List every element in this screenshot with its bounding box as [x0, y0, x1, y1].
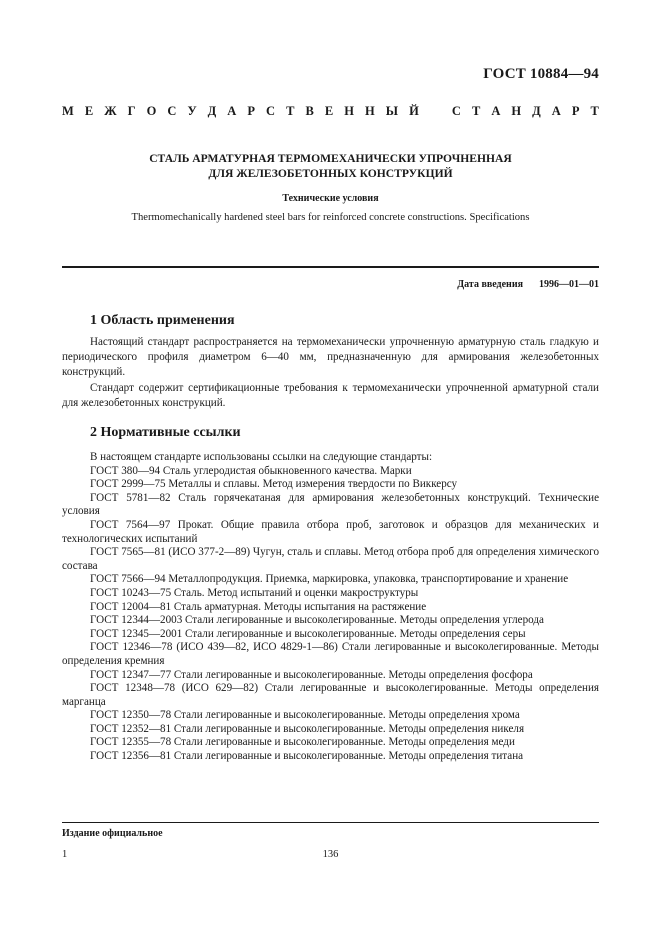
- reference-text: ГОСТ 12348—78 (ИСО 629—82) Стали легированные и высоколегированные. Методы определения марганца: [62, 682, 599, 708]
- introduction-date-label: Дата введения: [457, 279, 523, 290]
- reference-item: [62, 628, 599, 642]
- reference-item: [62, 709, 599, 723]
- banner-letter: Т: [590, 104, 599, 118]
- section-1-paragraph-1: [62, 335, 599, 380]
- reference-text: ГОСТ 5781—82 Сталь горячекатаная для армирования железобетонных конструкций. Технические условия: [62, 491, 599, 518]
- banner-letter: Д: [532, 104, 541, 118]
- banner-letter: Н: [511, 104, 522, 118]
- interstate-standard-banner: [62, 104, 599, 119]
- banner-letter: С: [167, 104, 177, 118]
- reference-item: [62, 641, 599, 668]
- document-code: ГОСТ 10884—94: [483, 66, 599, 82]
- banner-letter: Й: [409, 104, 419, 118]
- reference-text: ГОСТ 12355—78 Стали легированные и высоколегированные. Методы определения меди: [90, 736, 515, 749]
- banner-letter: Р: [571, 104, 580, 118]
- banner-letter: Ж: [104, 104, 117, 118]
- banner-letter: В: [305, 104, 314, 118]
- reference-text: ГОСТ 380—94 Сталь углеродистая обыкновенного качества. Марки: [90, 464, 412, 477]
- banner-letter: Д: [207, 104, 217, 118]
- official-edition-label: Издание официальное: [62, 828, 163, 839]
- bottom-divider: [62, 822, 599, 823]
- banner-letter: Т: [471, 104, 481, 118]
- banner-letter: Н: [364, 104, 375, 118]
- reference-item: [62, 465, 599, 479]
- references-intro-text: В настоящем стандарте использованы ссылки на следующие стандарты:: [90, 451, 433, 463]
- banner-letter: А: [551, 104, 561, 118]
- reference-text: ГОСТ 12345—2001 Стали легированные и высоколегированные. Методы определения серы: [90, 627, 526, 640]
- reference-text: ГОСТ 12004—81 Сталь арматурная. Методы испытания на растяжение: [90, 600, 427, 613]
- reference-item: [62, 723, 599, 737]
- reference-text: ГОСТ 2999—75 Металлы и сплавы. Метод измерения твердости по Виккерсу: [90, 478, 458, 491]
- banner-letter: О: [146, 104, 157, 118]
- reference-text: ГОСТ 12344—2003 Стали легированные и высоколегированные. Методы определения углерода: [90, 614, 544, 627]
- banner-letter: Г: [127, 104, 136, 118]
- top-divider: [62, 266, 599, 268]
- subtitle-russian: Технические условия: [282, 193, 379, 204]
- banner-letter: Е: [84, 104, 94, 118]
- reference-text: ГОСТ 7564—97 Прокат. Общие правила отбора проб, заготовок и образцов для механических и технологических испытаний: [62, 518, 599, 545]
- sheet-number: 1: [62, 849, 68, 860]
- banner-letter: С: [266, 104, 276, 118]
- banner-letter: М: [62, 104, 74, 118]
- reference-text: ГОСТ 10243—75 Сталь. Метод испытаний и оценки макроструктуры: [90, 586, 419, 599]
- reference-item: [62, 614, 599, 628]
- references-intro: [62, 451, 599, 465]
- section-1-paragraph-2-text: Стандарт содержит сертификационные требования к термомеханически упрочненной арматурной стали для железобетонных конструкций.: [62, 382, 599, 409]
- banner-letter: С: [451, 104, 461, 118]
- section-2-heading: 2 Нормативные ссылки: [90, 425, 241, 440]
- reference-item: [62, 519, 599, 546]
- banner-letter: Р: [247, 104, 255, 118]
- reference-text: ГОСТ 12350—78 Стали легированные и высоколегированные. Методы определения хрома: [90, 709, 520, 722]
- reference-text: ГОСТ 12352—81 Стали легированные и высоколегированные. Методы определения никеля: [90, 722, 525, 735]
- introduction-date: [457, 279, 599, 290]
- normative-references-list: [62, 451, 599, 764]
- reference-item: [62, 546, 599, 573]
- reference-text: ГОСТ 7565—81 (ИСО 377-2—89) Чугун, сталь и сплавы. Метод отбора проб для определения химического состава: [62, 546, 599, 572]
- reference-item: [62, 750, 599, 764]
- banner-letter: Е: [324, 104, 334, 118]
- document-title-line-1: СТАЛЬ АРМАТУРНАЯ ТЕРМОМЕХАНИЧЕСКИ УПРОЧНЕННАЯ: [149, 152, 512, 165]
- section-1-heading: 1 Область применения: [90, 313, 235, 328]
- section-1-paragraph-1-text: Настоящий стандарт распространяется на термомеханически упрочненную арматурную сталь гладкую и периодического профиля диаметром 6—40 мм, предназначенную для армирования железобетонных конструкций.: [62, 336, 599, 378]
- banner-letter: Н: [344, 104, 354, 118]
- reference-item: [62, 736, 599, 750]
- reference-item: [62, 587, 599, 601]
- page-number: 136: [322, 849, 339, 860]
- reference-text: ГОСТ 7566—94 Металлопродукция. Приемка, маркировка, упаковка, транспортирование и хранение: [90, 573, 569, 586]
- reference-text: ГОСТ 12356—81 Стали легированные и высоколегированные. Методы определения титана: [90, 750, 524, 763]
- reference-item: [62, 669, 599, 683]
- section-1-paragraph-2: [62, 381, 599, 411]
- reference-item: [62, 601, 599, 615]
- banner-letter: А: [491, 104, 501, 118]
- reference-item: [62, 492, 599, 519]
- introduction-date-value: 1996—01—01: [539, 279, 599, 290]
- banner-letter: А: [227, 104, 237, 118]
- banner-letter: У: [187, 104, 197, 118]
- document-title-line-2: ДЛЯ ЖЕЛЕЗОБЕТОННЫХ КОНСТРУКЦИЙ: [208, 167, 453, 180]
- reference-item: [62, 478, 599, 492]
- reference-text: ГОСТ 12346—78 (ИСО 439—82, ИСО 4829-1—86) Стали легированные и высоколегированные. Методы определения кремния: [62, 641, 599, 667]
- reference-item: [62, 682, 599, 709]
- reference-item: [62, 573, 599, 587]
- subtitle-english: Thermomechanically hardened steel bars for reinforced concrete constructions. Specifications: [131, 212, 530, 223]
- banner-letter: Ы: [385, 104, 399, 118]
- banner-letter: Т: [286, 104, 295, 118]
- reference-text: ГОСТ 12347—77 Стали легированные и высоколегированные. Методы определения фосфора: [90, 668, 533, 681]
